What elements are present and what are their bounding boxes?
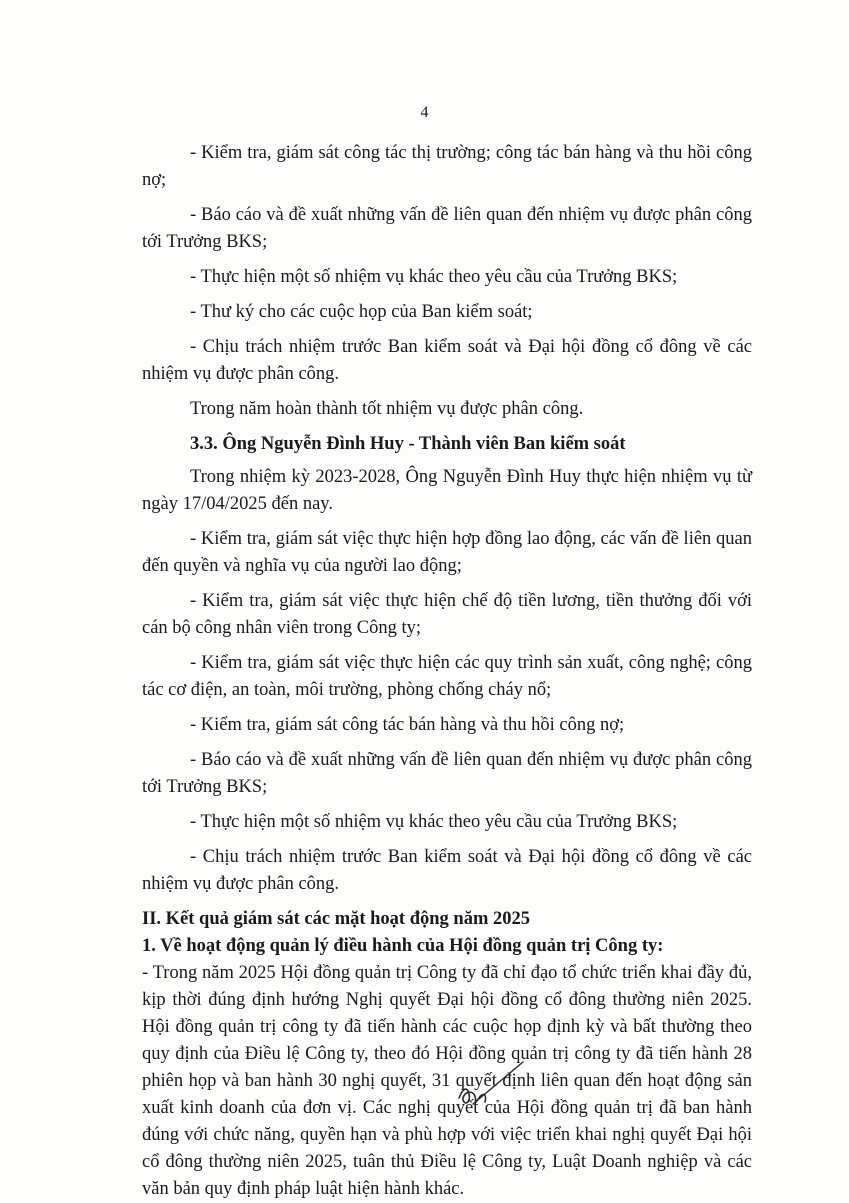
- duty-item: - Báo cáo và đề xuất những vấn đề liên quan đến nhiệm vụ được phân công tới Trưởng BKS;: [142, 205, 752, 252]
- duty-item: - Thực hiện một số nhiệm vụ khác theo yêu cầu của Trưởng BKS;: [190, 267, 678, 287]
- duty-item: - Kiểm tra, giám sát công tác bán hàng và thu hồi công nợ;: [190, 715, 625, 735]
- board-activities-paragraph: - Trong năm 2025 Hội đồng quản trị Công ty đã chỉ đạo tổ chức triển khai đầy đủ, kịp thời đúng định hướng Nghị quyết Đại hội đồng cổ đông thường niên 2025. Hội đồng quản trị công ty đã tiến hành các cuộc họp định kỳ và bất thường theo quy định của Điều lệ Công ty, theo đó Hội đồng quản trị công ty đã tiến hành 28 phiên họp và ban hành 30 nghị quyết, 31 quyết định liên quan đến hoạt động sản xuất kinh doanh của đơn vị. Các nghị quyết của Hội đồng quản trị đã ban hành đúng với chức năng, quyền hạn và phù hợp với việc triển khai nghị quyết Đại hội cổ đông thường niên 2025, tuân thủ Điều lệ Công ty, Luật Doanh nghiệp và các văn bản quy định pháp luật hiện hành khác.: [142, 963, 752, 1199]
- document-body: [142, 140, 752, 1203]
- duty-item: - Thực hiện một số nhiệm vụ khác theo yêu cầu của Trưởng BKS;: [190, 812, 678, 832]
- page-number: 4: [420, 104, 429, 121]
- signature-icon: [453, 1058, 525, 1110]
- duty-item: - Kiểm tra, giám sát công tác thị trường; công tác bán hàng và thu hồi công nợ;: [142, 143, 752, 190]
- duty-item: - Kiểm tra, giám sát việc thực hiện hợp đồng lao động, các vấn đề liên quan đến quyền và nghĩa vụ của người lao động;: [142, 529, 752, 576]
- section-conclusion: Trong năm hoàn thành tốt nhiệm vụ được phân công.: [190, 399, 584, 419]
- duty-item: - Chịu trách nhiệm trước Ban kiểm soát và Đại hội đồng cổ đông về các nhiệm vụ được phân công.: [142, 847, 752, 894]
- duty-item: - Kiểm tra, giám sát việc thực hiện các quy trình sản xuất, công nghệ; công tác cơ điện, an toàn, môi trường, phòng chống cháy nổ;: [142, 653, 752, 700]
- sub-heading-board-activities: 1. Về hoạt động quản lý điều hành của Hội đồng quản trị Công ty:: [142, 936, 664, 956]
- duty-item: - Kiểm tra, giám sát việc thực hiện chế độ tiền lương, tiền thưởng đối với cán bộ công nhân viên trong Công ty;: [142, 591, 752, 638]
- section-intro: Trong nhiệm kỳ 2023-2028, Ông Nguyễn Đình Huy thực hiện nhiệm vụ từ ngày 17/04/2025 đến nay.: [142, 467, 752, 514]
- duty-item: - Thư ký cho các cuộc họp của Ban kiểm soát;: [190, 302, 533, 322]
- duty-item: - Báo cáo và đề xuất những vấn đề liên quan đến nhiệm vụ được phân công tới Trưởng BKS;: [142, 750, 752, 797]
- duty-item: - Chịu trách nhiệm trước Ban kiểm soát và Đại hội đồng cổ đông về các nhiệm vụ được phân công.: [142, 337, 752, 384]
- section-heading-II: II. Kết quả giám sát các mặt hoạt động năm 2025: [142, 909, 530, 929]
- section-heading-3-3: 3.3. Ông Nguyễn Đình Huy - Thành viên Ban kiểm soát: [190, 434, 626, 454]
